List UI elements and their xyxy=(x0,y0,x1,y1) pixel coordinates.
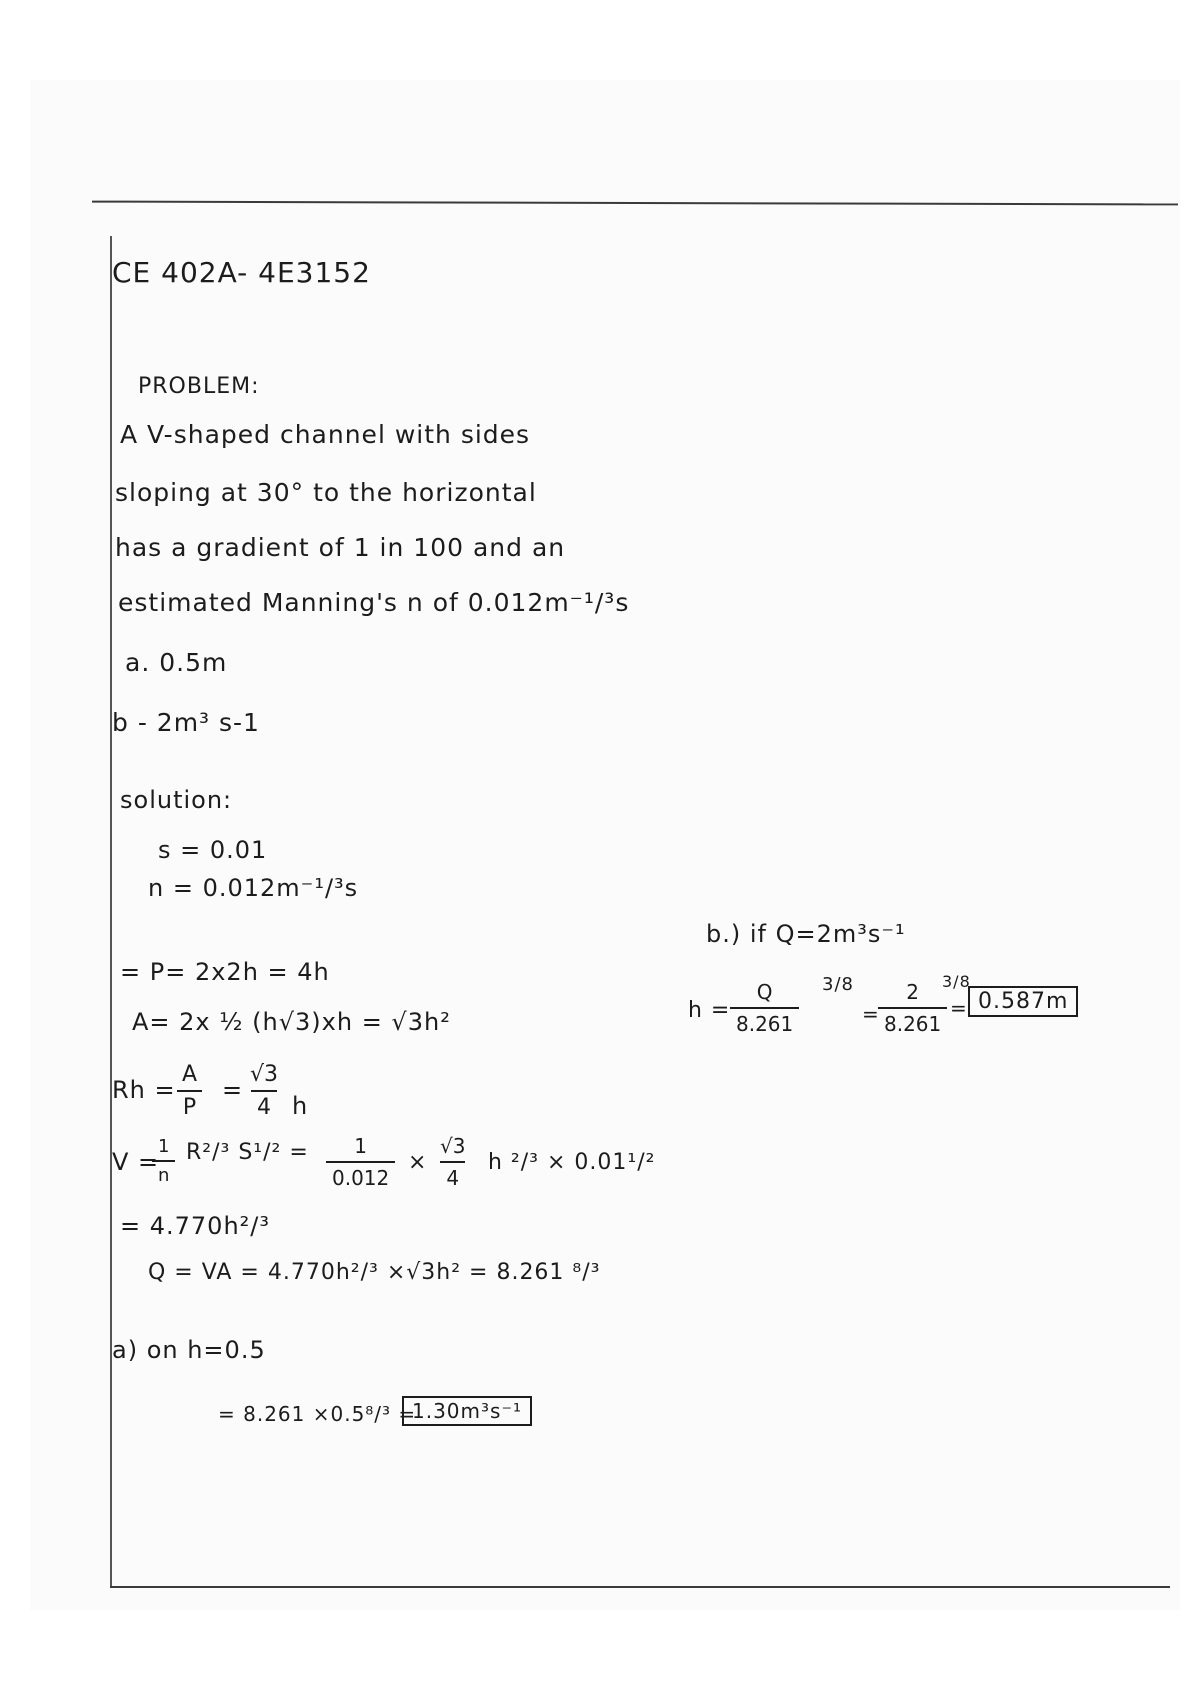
problem-line-3: has a gradient of 1 in 100 and an xyxy=(115,533,566,562)
part-b-exp-1: 3/8 xyxy=(822,974,854,995)
part-b-frac2-den: 8.261 xyxy=(878,1007,947,1036)
problem-line-1: A V-shaped channel with sides xyxy=(120,420,531,449)
rh-numerator-2: √3 xyxy=(250,1062,279,1087)
v-lhs: V = xyxy=(112,1148,160,1176)
q-line: Q = VA = 4.770h²/³ ×√3h² = 8.261 ⁸/³ xyxy=(148,1260,601,1285)
part-a-label: a) on h=0.5 xyxy=(112,1336,266,1364)
part-b-frac1-num: Q xyxy=(756,980,773,1004)
v-frac1-num: 1 xyxy=(354,1134,367,1158)
course-code: CE 402A- 4E3152 xyxy=(112,256,371,289)
solution-perimeter: = P= 2x2h = 4h xyxy=(120,958,330,986)
v-fraction-2 xyxy=(434,1134,471,1190)
problem-label: PROBLEM: xyxy=(138,374,260,399)
part-b-fraction-1 xyxy=(730,980,799,1036)
solution-n: n = 0.012m⁻¹/³s xyxy=(148,874,359,902)
v-tail: h ²/³ × 0.01¹/² xyxy=(488,1150,656,1175)
v-times: × xyxy=(408,1150,428,1175)
solution-s: s = 0.01 xyxy=(158,836,268,864)
v-result: = 4.770h²/³ xyxy=(120,1212,270,1240)
part-b-frac2-num: 2 xyxy=(906,980,919,1004)
problem-part-b: b - 2m³ s-1 xyxy=(112,708,260,737)
rh-numerator: A xyxy=(182,1062,198,1087)
paper-edge-left xyxy=(110,236,112,1586)
problem-line-2: sloping at 30° to the horizontal xyxy=(115,478,537,507)
part-b-exp-2: 3/8 xyxy=(942,972,971,991)
part-a-calc: = 8.261 ×0.5⁸/³ = xyxy=(218,1402,417,1426)
part-b-label: b.) if Q=2m³s⁻¹ xyxy=(706,920,906,948)
v-frac1-den: 0.012 xyxy=(326,1161,395,1190)
solution-area: A= 2x ½ (h√3)xh = √3h² xyxy=(132,1008,451,1036)
part-b-frac1-den: 8.261 xyxy=(730,1007,799,1036)
v-fraction-1 xyxy=(326,1134,395,1190)
v-frac-n-den: n xyxy=(152,1160,175,1186)
part-b-eq-2: = xyxy=(950,996,968,1020)
solution-label: solution: xyxy=(120,786,233,814)
rh-fraction-2 xyxy=(244,1062,284,1120)
problem-part-a: a. 0.5m xyxy=(125,648,228,677)
v-mid: R²/³ S¹/² = xyxy=(186,1140,309,1165)
part-b-eq-1: = xyxy=(862,1002,880,1026)
part-b-answer: 0.587m xyxy=(968,986,1078,1017)
rh-tail: h xyxy=(292,1092,309,1120)
rh-lhs: Rh = xyxy=(112,1076,176,1104)
paper-edge-bottom xyxy=(110,1586,1170,1588)
rh-denominator: P xyxy=(177,1090,202,1120)
v-fraction-n xyxy=(152,1136,175,1186)
v-frac2-den: 4 xyxy=(440,1161,465,1190)
rh-equals: = xyxy=(222,1076,244,1104)
part-b-h: h = xyxy=(688,998,731,1023)
rh-denominator-2: 4 xyxy=(251,1090,277,1120)
v-frac2-num: √3 xyxy=(440,1134,466,1158)
part-a-answer: 1.30m³s⁻¹ xyxy=(402,1396,532,1426)
rh-fraction-1 xyxy=(176,1062,203,1120)
problem-line-4: estimated Manning's n of 0.012m⁻¹/³s xyxy=(118,588,630,617)
v-frac-n-num: 1 xyxy=(158,1136,170,1157)
part-b-fraction-2 xyxy=(878,980,947,1036)
